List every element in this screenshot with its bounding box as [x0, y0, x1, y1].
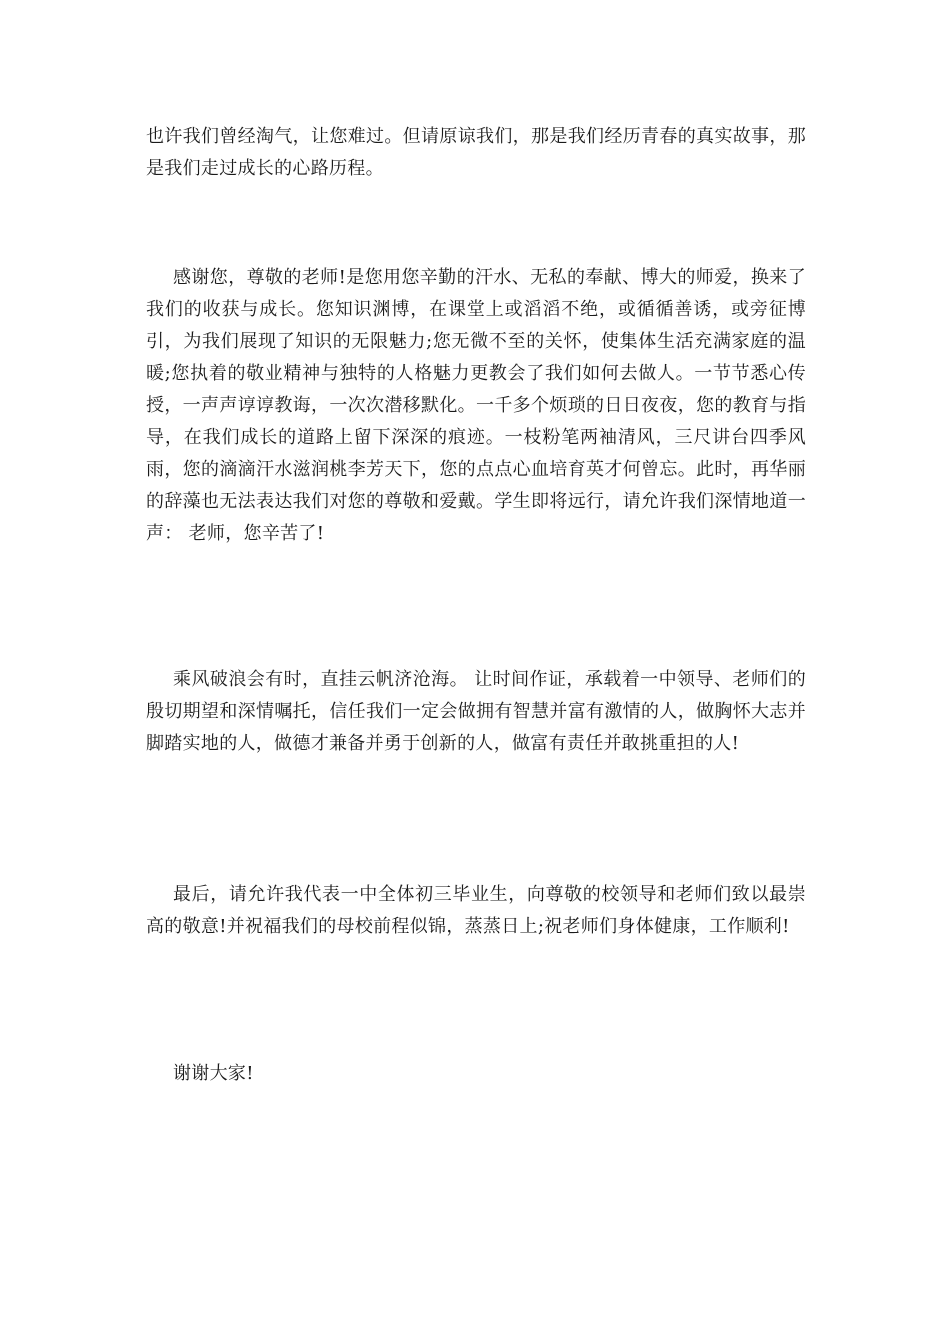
paragraph-thanks-teachers: 感谢您，尊敬的老师!是您用您辛勤的汗水、无私的奉献、博大的师爱，换来了我们的收获与成长。您知识渊博，在课堂上或滔滔不绝，或循循善诱，或旁征博引，为我们展现了知识的无限魅力;您无微不至的关怀，使集体生活充满家庭的温暖;您执着的敬业精神与独特的人格魅力更教会了我们如何去做人。一节节悉心传授，一声声谆谆教诲，一次次潜移默化。一千多个烦琐的日日夜夜，您的教育与指导，在我们成长的道路上留下深深的痕迹。一枝粉笔两袖清风，三尺讲台四季风雨，您的滴滴汗水滋润桃李芳天下，您的点点心血培育英才何曾忘。此时，再华丽的辞藻也无法表达我们对您的尊敬和爱戴。学生即将远行，请允许我们深情地道一声： 老师，您辛苦了! [146, 267, 806, 544]
paragraph-future-pledge: 乘风破浪会有时，直挂云帆济沧海。 让时间作证，承载着一中领导、老师们的殷切期望和深情嘱托，信任我们一定会做拥有智慧并富有激情的人，做胸怀大志并脚踏实地的人，做德才兼备并勇于创新的人，做富有责任并敢挑重担的人! [146, 669, 806, 754]
paragraph-memories: 也许我们曾经淘气，让您难过。但请原谅我们，那是我们经历青春的真实故事，那是我们走过成长的心路历程。 [146, 126, 806, 179]
paragraph-closing-thanks: 谢谢大家! [173, 1063, 254, 1084]
paragraph-final-wishes: 最后，请允许我代表一中全体初三毕业生，向尊敬的校领导和老师们致以最崇高的敬意!并祝福我们的母校前程似锦，蒸蒸日上;祝老师们身体健康，工作顺利! [146, 884, 806, 937]
